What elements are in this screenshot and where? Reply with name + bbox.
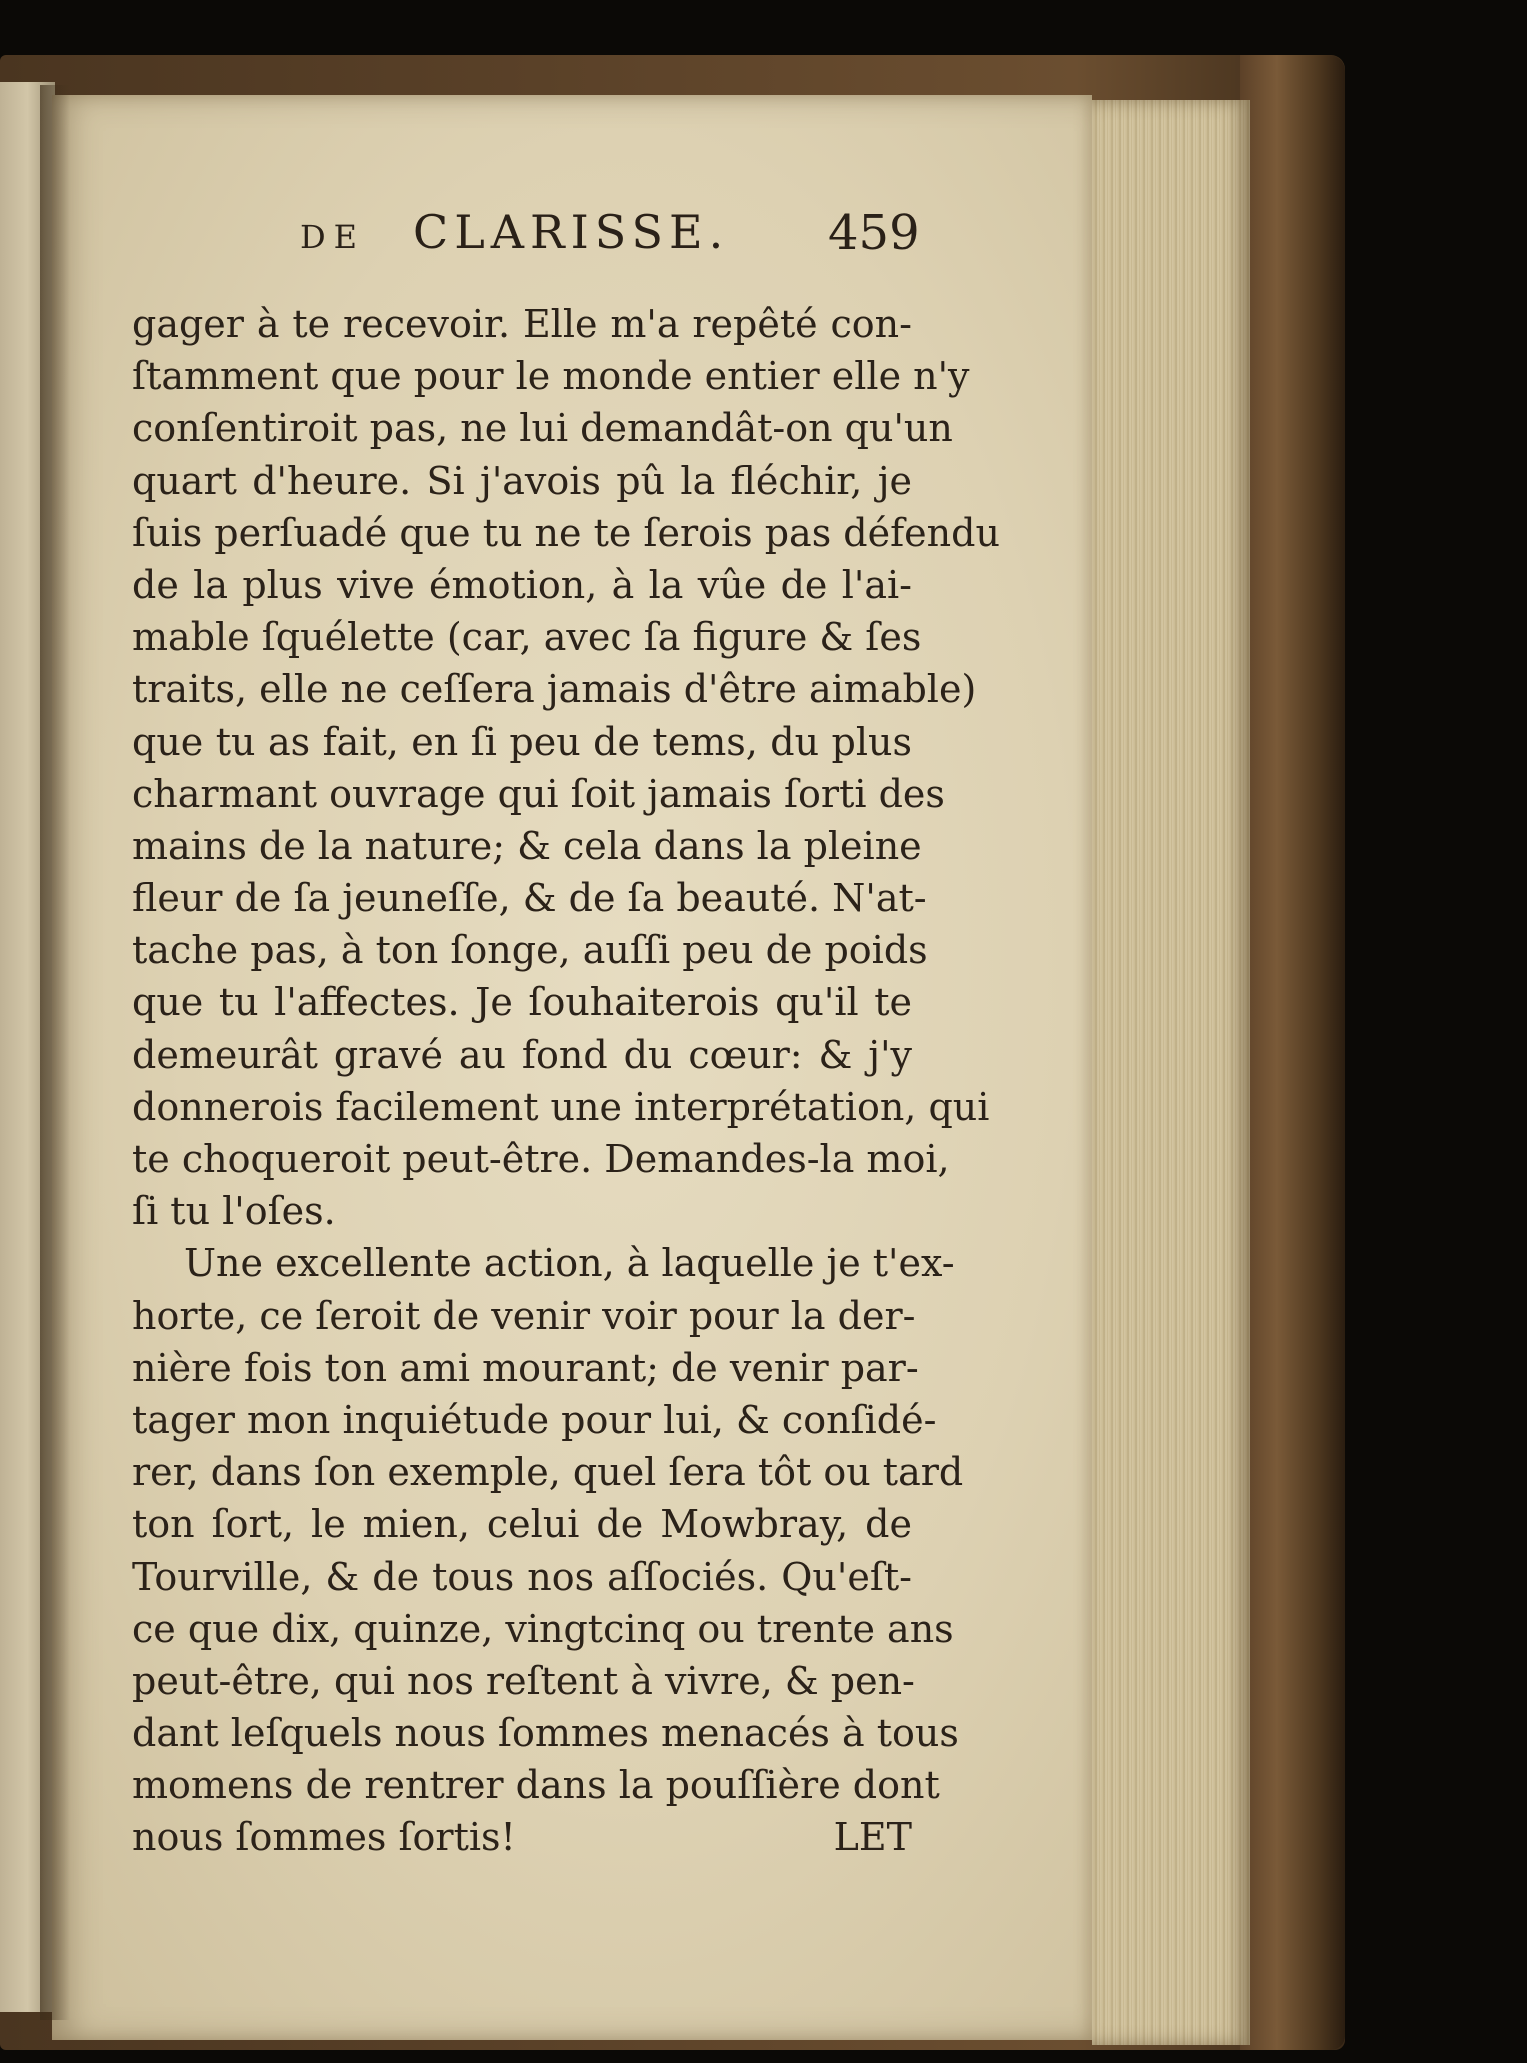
text-line: quart d'heure. Si j'avois pû la fléchir, je [132,458,912,503]
book-spine-edge [1240,55,1345,2050]
text-line: conſentiroit pas, ne lui demandât-on qu'un [132,406,953,451]
text-line: que tu as fait, en ſi peu de tems, du plus [132,719,912,764]
text-line-final: nous ſommes ſortis! [132,1815,516,1860]
text-line: te choqueroit peut-être. Demandes-la moi, [132,1137,950,1181]
text-line: Une excellente action, à laquelle je t'ex- [184,1241,955,1286]
text-line: gager à te recevoir. Elle m'a repêté con- [132,302,912,346]
text-line: peut-être, qui nos reſtent à vivre, & pen- [132,1658,915,1703]
text-line: ſuis perſuadé que tu ne te ſerois pas défendu [132,510,1000,555]
text-line: rer, dans ſon exemple, quel ſera tôt ou tard [132,1450,964,1495]
text-line: charmant ouvrage qui ſoit jamais ſorti des [132,771,945,816]
text-line: fleur de ſa jeuneſſe, & de ſa beauté. N'at- [132,876,927,921]
text-line: donnerois facilement une interprétation, qui [132,1084,990,1129]
text-line: tache pas, à ton ſonge, auſſi peu de poids [132,928,928,973]
text-line: ton ſort, le mien, celui de Mowbray, de [132,1502,912,1547]
running-head-title: CLARISSE. [413,205,730,259]
text-line: traits, elle ne ceſſera jamais d'être aimable) [132,667,977,712]
page-number: 459 [828,205,920,261]
text-line: que tu l'affectes. Je ſouhaiterois qu'il te [132,980,912,1025]
text-line: demeurât gravé au fond du cœur: & j'y [132,1032,912,1077]
text-line: horte, ce ſeroit de venir voir pour la der- [132,1293,916,1338]
text-line: Tourville, & de tous nos aſſociés. Qu'eſt- [132,1554,912,1599]
catchword: LET [833,1815,912,1860]
text-line: ſi tu l'oſes. [132,1189,336,1234]
text-line: nière fois ton ami mourant; de venir par- [132,1345,919,1390]
body-text [132,298,1000,1864]
running-head-prefix: DE [300,218,366,256]
text-line: momens de rentrer dans la pouſſière dont [132,1763,940,1808]
page-gutter-shadow [40,85,70,2020]
text-line: mains de la nature; & cela dans la pleine [132,823,922,868]
page-block-edges [1092,100,1250,2045]
text-line: dant leſquels nous ſommes menacés à tous [132,1711,959,1756]
text-line: tager mon inquiétude pour lui, & conſidé- [132,1397,937,1442]
text-line: mable ſquélette (car, avec ſa figure & ſes [132,615,922,660]
text-line: ſtamment que pour le monde entier elle n'y [132,354,970,399]
text-line: de la plus vive émotion, à la vûe de l'ai- [132,562,912,607]
text-line: ce que dix, quinze, vingtcinq ou trente ans [132,1606,954,1651]
running-head [300,205,729,259]
text-line [132,1811,912,1863]
